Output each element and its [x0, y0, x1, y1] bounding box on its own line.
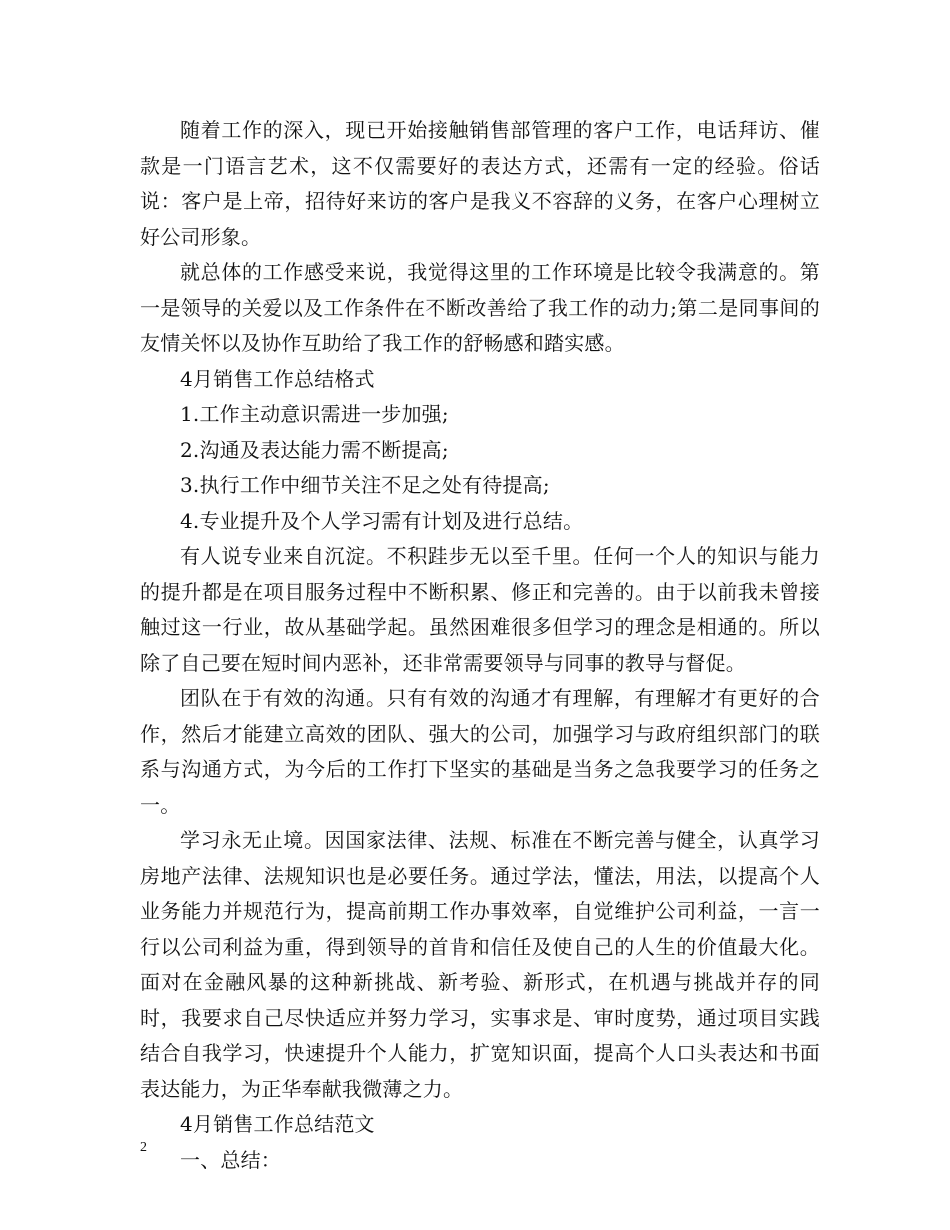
document-body [140, 113, 820, 1178]
list-item-2: 2.沟通及表达能力需不断提高; [180, 437, 449, 462]
list-item-3: 3.执行工作中细节关注不足之处有待提高; [180, 473, 550, 497]
paragraph-professional-growth: 有人说专业来自沉淀。不积跬步无以至千里。任何一个人的知识与能力的提升都是在项目服务过程中不断积累、修正和完善的。由于以前我未曾接触过这一行业，故从基础学起。虽然困难很多但学习的理念是相通的。所以除了自己要在短时间内恶补，还非常需要领导与同事的教导与督促。 [140, 544, 820, 675]
paragraph-team-communication: 团队在于有效的沟通。只有有效的沟通才有理解，有理解才有更好的合作，然后才能建立高效的团队、强大的公司，加强学习与政府组织部门的联系与沟通方式，为今后的工作打下坚实的基础是当务之急我要学习的任务之一。 [140, 686, 820, 817]
heading-section-one: 一、总结： [180, 1147, 281, 1172]
paragraph-work-feeling: 就总体的工作感受来说，我觉得这里的工作环境是比较令我满意的。第一是领导的关爱以及工作条件在不断改善给了我工作的动力;第二是同事间的友情关怀以及协作互助给了我工作的舒畅感和踏实感。 [140, 260, 820, 355]
paragraph-customer-work: 随着工作的深入，现已开始接触销售部管理的客户工作，电话拜访、催款是一门语言艺术，这不仅需要好的表达方式，还需有一定的经验。俗话说：客户是上帝，招待好来访的客户是我义不容辞的义务，在客户心理树立好公司形象。 [140, 118, 820, 249]
paragraph-lifelong-learning: 学习永无止境。因国家法律、法规、标准在不断完善与健全，认真学习房地产法律、法规知识也是必要任务。通过学法，懂法，用法，以提高个人业务能力并规范行为，提高前期工作办事效率，自觉维护公司利益，一言一行以公司利益为重，得到领导的首肯和信任及使自己的人生的价值最大化。面对在金融风暴的这种新挑战、新考验、新形式，在机遇与挑战并存的同时，我要求自己尽快适应并努力学习，实事求是、审时度势，通过项目实践结合自我学习，快速提升个人能力，扩宽知识面，提高个人口头表达和书面表达能力，为正华奉献我微薄之力。 [140, 828, 820, 1101]
heading-summary-format: 4月销售工作总结格式 [180, 366, 375, 391]
page-number: 2 [140, 1140, 147, 1155]
list-item-4: 4.专业提升及个人学习需有计划及进行总结。 [180, 508, 584, 533]
heading-summary-sample: 4月销售工作总结范文 [180, 1112, 375, 1136]
list-item-1: 1.工作主动意识需进一步加强; [180, 402, 449, 426]
